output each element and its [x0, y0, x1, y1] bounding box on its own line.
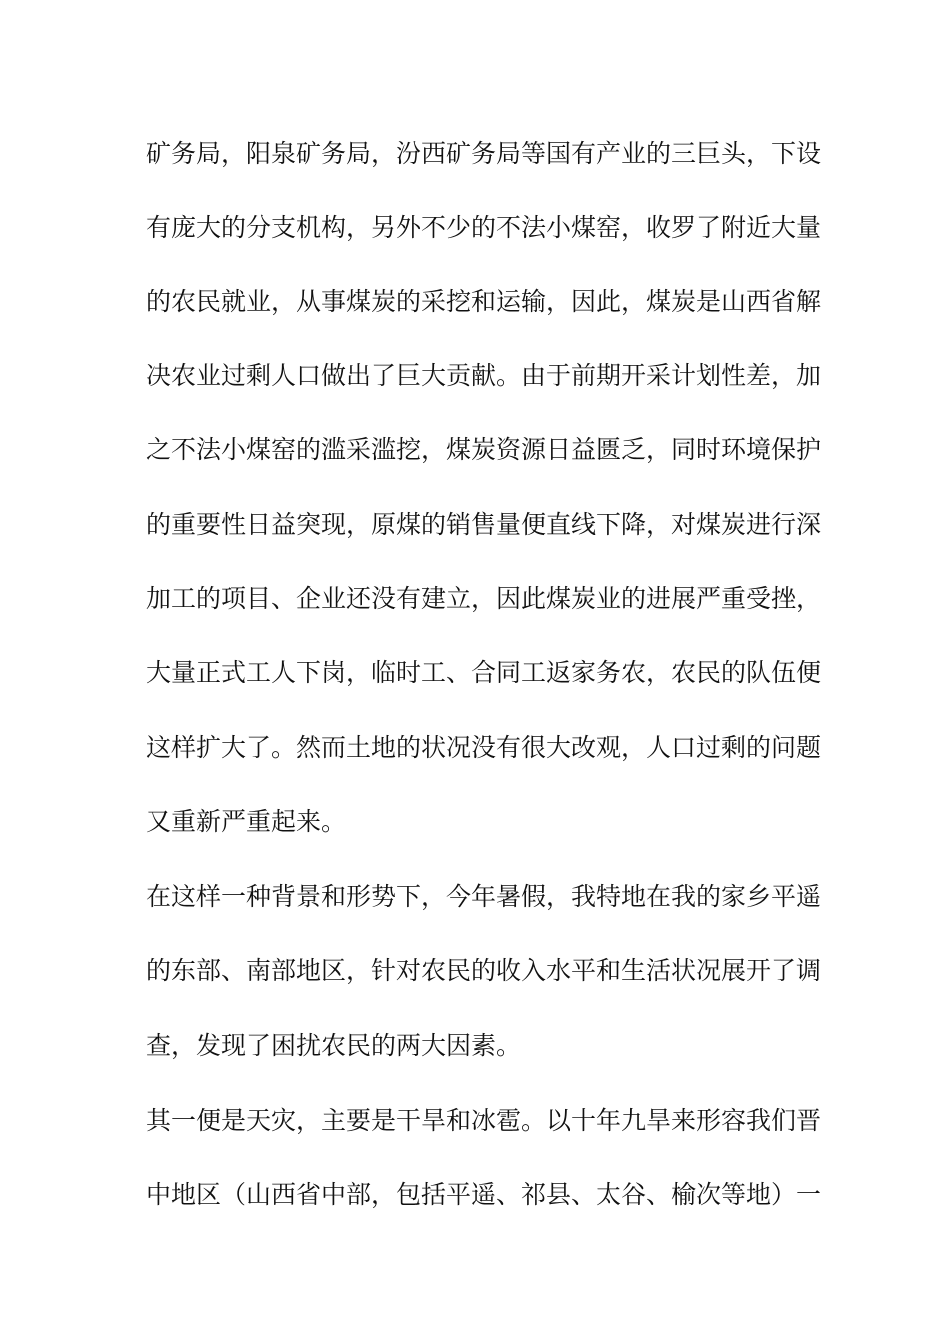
text-line-1: 矿务局，阳泉矿务局，汾西矿务局等国有产业的三巨头，下设 [146, 139, 822, 168]
text-line-15: 中地区（山西省中部，包括平遥、祁县、太谷、榆次等地）一 [146, 1180, 822, 1209]
text-line-7: 加工的项目、企业还没有建立，因此煤炭业的进展严重受挫， [146, 584, 822, 613]
text-line-11: 在这样一种背景和形势下，今年暑假，我特地在我的家乡平遥 [146, 882, 822, 911]
text-line-13: 查，发现了困扰农民的两大因素。 [146, 1031, 522, 1060]
text-line-12: 的东部、南部地区，针对农民的收入水平和生活状况展开了调 [146, 956, 822, 985]
text-line-10: 又重新严重起来。 [146, 807, 347, 836]
text-line-9: 这样扩大了。然而土地的状况没有很大改观，人口过剩的问题 [146, 733, 822, 762]
text-line-14: 其一便是天灾，主要是干旱和冰雹。以十年九旱来形容我们晋 [146, 1106, 822, 1135]
text-line-6: 的重要性日益突现，原煤的销售量便直线下降，对煤炭进行深 [146, 510, 822, 539]
text-line-4: 决农业过剩人口做出了巨大贡献。由于前期开采计划性差，加 [146, 361, 822, 390]
text-line-5: 之不法小煤窑的滥采滥挖，煤炭资源日益匮乏，同时环境保护 [146, 435, 822, 464]
text-line-3: 的农民就业，从事煤炭的采挖和运输，因此，煤炭是山西省解 [146, 287, 822, 316]
text-line-2: 有庞大的分支机构，另外不少的不法小煤窑，收罗了附近大量 [146, 213, 822, 242]
text-line-8: 大量正式工人下岗，临时工、合同工返家务农，农民的队伍便 [146, 658, 822, 687]
